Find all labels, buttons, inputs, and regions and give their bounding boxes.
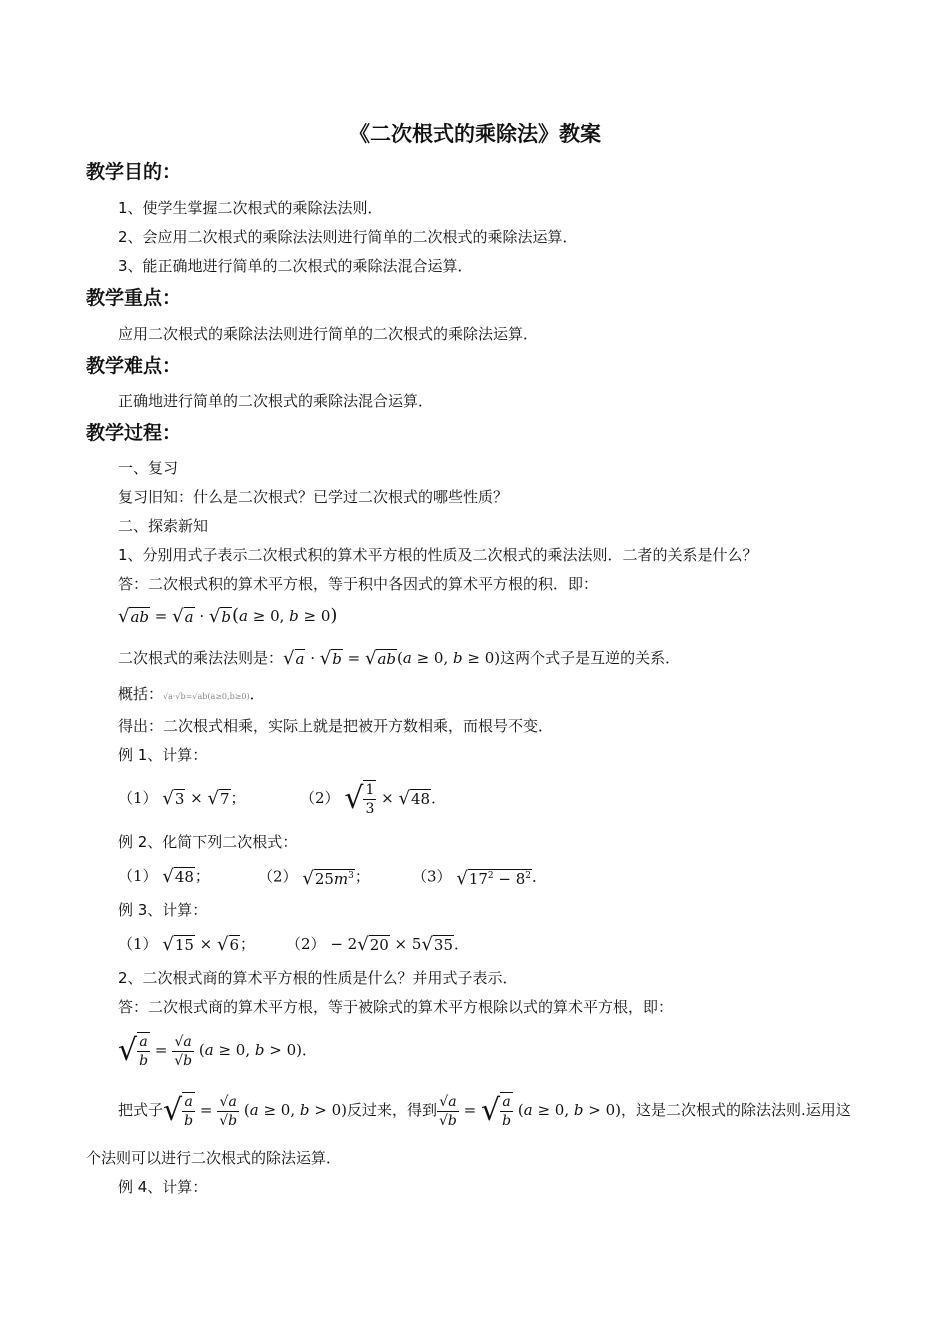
example-2-part-2: （2） $√25m^3$； xyxy=(258,867,370,889)
key-text: 应用二次根式的乘除法法则进行简单的二次根式的乘除法运算． xyxy=(118,325,539,343)
reverse-continued: 个法则可以进行二次根式的除法运算． xyxy=(86,1149,342,1167)
mult-rule-suffix: 这两个式子是互逆的关系． xyxy=(500,649,681,667)
summary-end: ． xyxy=(249,685,265,703)
example-1-part-1: （1） √3 × √7； xyxy=(118,788,246,809)
example-2-part-1: （1） √48； xyxy=(118,866,210,887)
answer-2: 答：二次根式商的算术平方根，等于被除式的算术平方根除以式的算术平方根，即： xyxy=(118,998,674,1016)
difficulty-text: 正确地进行简单的二次根式的乘除法混合运算． xyxy=(118,392,434,410)
conclusion: 得出：二次根式相乘，实际上就是把被开方数相乘，而根号不变． xyxy=(118,717,554,735)
question-2: 2、二次根式商的算术平方根的性质是什么？并用式子表示． xyxy=(118,969,518,987)
review-question: 复习旧知：什么是二次根式？已学过二次根式的哪些性质？ xyxy=(118,488,509,506)
formula-quotient-a: √ $\frac{a}{b}$ = $\frac{√a}{√b}$ (a ≥ 0, b > 0) xyxy=(163,1093,347,1129)
explore-label: 二、探索新知 xyxy=(118,517,209,535)
heading-goals: 教学目的： xyxy=(86,161,182,183)
example-2-label: 例 2、化简下列二次根式： xyxy=(118,833,298,851)
heading-key: 教学重点： xyxy=(86,287,182,309)
goal-item-1: 1、使学生掌握二次根式的乘除法法则． xyxy=(118,199,383,217)
example-3-part-2: （2） − 2√20 × 5√35． xyxy=(286,934,470,955)
reverse-prefix: 把式子 xyxy=(118,1101,164,1119)
reverse-mid: 反过来，得到 xyxy=(346,1101,437,1119)
example-4-label: 例 4、计算： xyxy=(118,1178,208,1196)
example-2-part-3: （3） $√17^2 - 8^2$． xyxy=(412,867,548,889)
mult-rule-prefix: 二次根式的乘法法则是： xyxy=(118,649,284,667)
summary-line xyxy=(118,684,265,707)
page-title: 《二次根式的乘除法》教案 xyxy=(349,122,601,146)
example-1-part-2: （2） √ $\frac{1}{3}$ × √48． xyxy=(300,781,447,817)
goal-item-3: 3、能正确地进行简单的二次根式的乘除法混合运算． xyxy=(118,257,473,275)
goal-item-2: 2、会应用二次根式的乘除法法则进行简单的二次根式的乘除法运算． xyxy=(118,228,578,246)
answer-1: 答：二次根式积的算术平方根，等于积中各因式的算术平方根的积．即： xyxy=(118,575,599,593)
question-1: 1、分别用式子表示二次根式积的算术平方根的性质及二次根式的乘法法则．二者的关系是什么？ xyxy=(118,546,758,564)
formula-product-property: √ab = √a · √b(a ≥ 0, b ≥ 0) xyxy=(118,605,338,627)
summary-label: 概括： xyxy=(118,685,164,703)
heading-process: 教学过程： xyxy=(86,422,182,444)
example-3-label: 例 3、计算： xyxy=(118,901,208,919)
example-3-part-1: （1） √15 × √6； xyxy=(118,934,256,955)
reverse-rule-line xyxy=(118,1086,851,1135)
heading-difficulty: 教学难点： xyxy=(86,355,182,377)
reverse-suffix: ，这是二次根式的除法法则.运用这 xyxy=(620,1101,851,1119)
formula-quotient-property: √ $\frac{a}{b}$ = $\frac{√a}{√b}$ (a ≥ 0, b > 0)． xyxy=(118,1033,317,1069)
review-label: 一、复习 xyxy=(118,459,179,477)
formula-mult-rule: √a · √b = √ab(a ≥ 0, b ≥ 0) xyxy=(283,648,501,669)
formula-quotient-b: $\frac{√a}{√b}$ = √ $\frac{a}{b}$ (a ≥ 0, b > 0) xyxy=(439,1093,621,1129)
example-1-label: 例 1、计算： xyxy=(118,746,208,764)
summary-formula-image: √a·√b=√ab(a≥0,b≥0) xyxy=(163,692,250,701)
mult-rule-line xyxy=(118,648,680,669)
